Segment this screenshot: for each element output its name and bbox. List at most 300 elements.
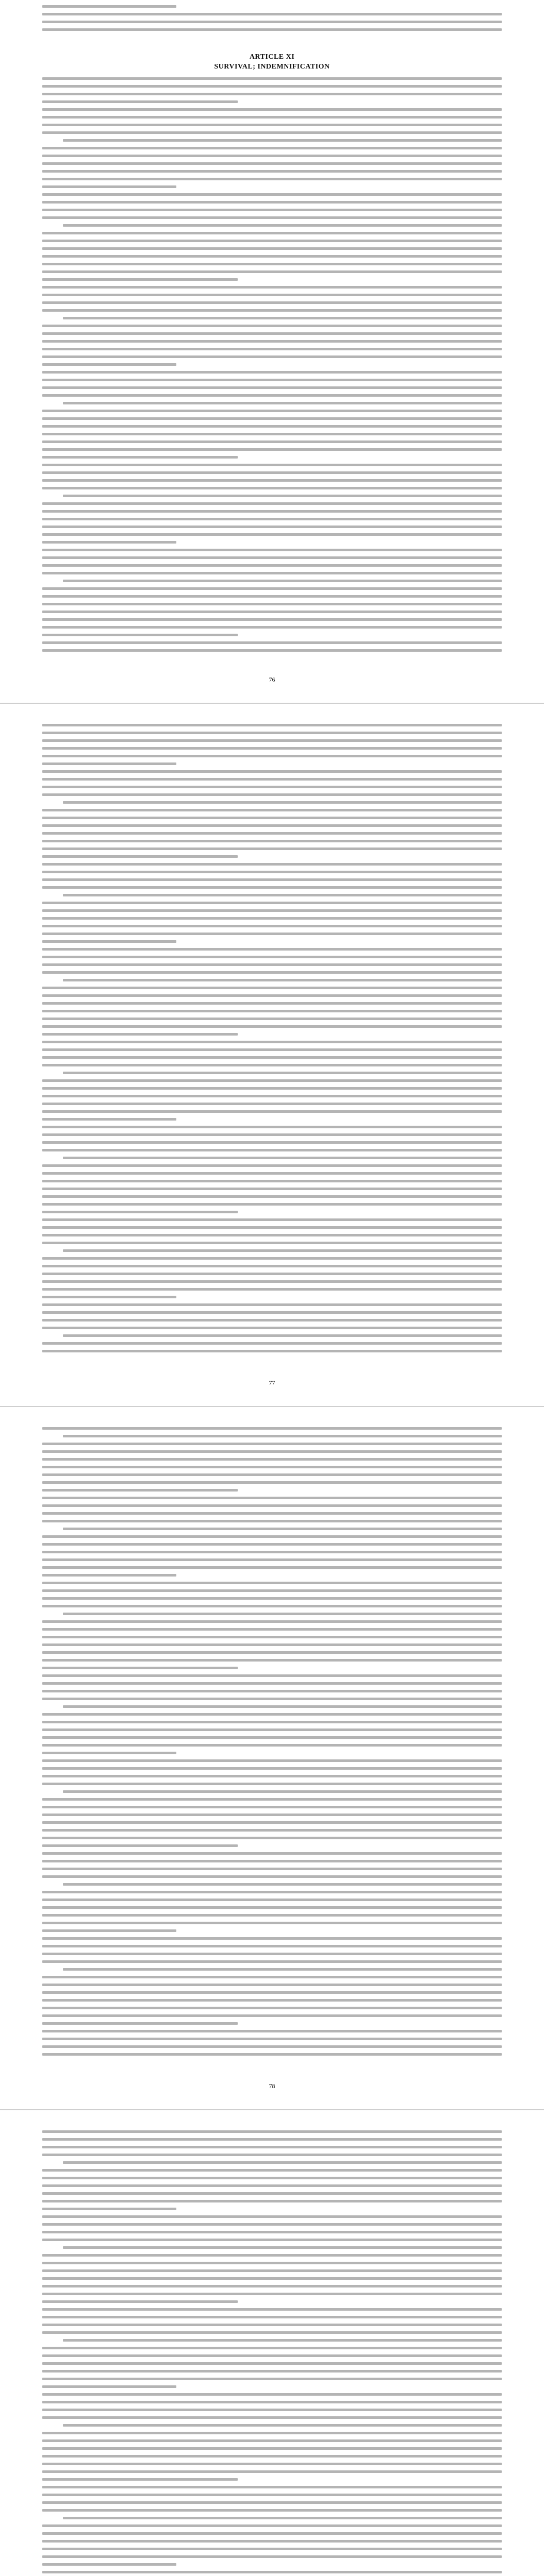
text-line <box>42 2007 502 2009</box>
text-line <box>42 1203 502 1206</box>
text-line <box>42 626 502 629</box>
page-number: 77 <box>269 1379 275 1386</box>
text-line <box>42 2208 176 2210</box>
text-line <box>42 1605 502 1607</box>
text-line <box>42 2540 502 2543</box>
text-line <box>42 240 502 242</box>
text-line <box>42 185 176 188</box>
text-line <box>42 155 502 157</box>
text-line <box>42 2470 502 2473</box>
text-line <box>42 93 502 95</box>
text-line <box>42 1489 238 1492</box>
text-line <box>42 793 502 796</box>
text-line <box>42 1025 502 1028</box>
text-line <box>42 77 502 80</box>
text-line <box>42 2200 502 2202</box>
page-77-text <box>42 724 502 1358</box>
text-line <box>42 2053 502 2056</box>
text-line <box>42 2463 502 2465</box>
text-line <box>42 348 502 350</box>
text-line <box>42 1628 502 1631</box>
text-line <box>42 1636 502 1638</box>
text-line <box>42 871 502 873</box>
text-line <box>42 1844 238 1847</box>
text-line <box>42 2439 502 2442</box>
text-line <box>42 1929 176 1932</box>
text-line <box>63 1072 502 1074</box>
text-line <box>42 1976 502 1978</box>
text-line <box>42 1767 502 1770</box>
text-line <box>42 471 502 474</box>
text-line <box>42 1056 502 1059</box>
text-line <box>42 2478 238 2481</box>
text-line <box>42 1875 502 1878</box>
text-line <box>63 894 502 896</box>
text-line <box>42 193 502 196</box>
text-line <box>42 456 238 459</box>
text-line <box>42 2331 502 2334</box>
text-line <box>42 1558 502 1561</box>
text-line <box>42 2308 502 2311</box>
text-line <box>42 1288 502 1291</box>
text-line <box>42 755 502 757</box>
text-line <box>42 809 502 811</box>
text-line <box>42 1481 502 1484</box>
text-line <box>42 2563 176 2566</box>
text-line <box>42 840 502 842</box>
text-line <box>42 100 238 103</box>
text-line <box>42 201 502 204</box>
text-line <box>42 178 502 180</box>
text-line <box>63 402 502 404</box>
text-line <box>42 5 176 8</box>
text-line <box>42 1922 502 1924</box>
text-line <box>63 1705 502 1708</box>
text-line <box>42 1937 502 1940</box>
text-line <box>42 1110 502 1113</box>
text-line <box>42 1721 502 1723</box>
text-line <box>63 2517 502 2519</box>
text-line <box>63 2161 502 2164</box>
text-line <box>42 1690 502 1692</box>
text-line <box>42 1033 238 1036</box>
text-line <box>42 1728 502 1731</box>
text-line <box>42 817 502 819</box>
text-line <box>42 1806 502 1808</box>
text-line <box>42 1520 502 1522</box>
text-line <box>42 2347 502 2349</box>
text-line <box>42 294 502 296</box>
text-line <box>42 124 502 126</box>
text-line <box>42 1798 502 1801</box>
text-line <box>42 2324 502 2326</box>
text-line <box>42 340 502 343</box>
text-line <box>42 1048 502 1051</box>
text-line <box>42 1512 502 1515</box>
text-line <box>42 770 502 773</box>
text-line <box>42 917 502 920</box>
text-line <box>42 2045 502 2048</box>
text-line <box>42 2293 502 2295</box>
text-line <box>42 131 502 134</box>
text-line <box>42 1303 502 1306</box>
text-line <box>42 2370 502 2372</box>
page-78-text <box>42 1427 502 2061</box>
text-line <box>42 1350 502 1352</box>
text-line <box>42 2300 238 2303</box>
text-line <box>42 209 502 211</box>
text-line <box>42 2486 502 2488</box>
text-line <box>63 1968 502 1971</box>
text-line <box>42 855 238 858</box>
text-line <box>42 379 502 381</box>
text-line <box>42 2494 502 2496</box>
text-line <box>42 2378 502 2380</box>
text-line <box>42 263 502 265</box>
text-line <box>42 1643 502 1646</box>
text-line <box>42 1273 502 1275</box>
text-line <box>42 301 502 304</box>
text-line <box>42 2447 502 2450</box>
text-line <box>42 2138 502 2141</box>
text-line <box>42 1327 502 1329</box>
text-line <box>63 1157 502 1159</box>
text-line <box>63 224 502 227</box>
text-line <box>42 2215 502 2218</box>
text-line <box>42 270 502 273</box>
text-line <box>42 2393 502 2396</box>
text-line <box>42 278 238 281</box>
text-line <box>42 1899 502 1901</box>
text-line <box>42 2177 502 2179</box>
text-line <box>63 1249 502 1252</box>
text-line <box>42 1466 502 1468</box>
text-line <box>42 216 502 219</box>
text-line <box>42 2192 502 2195</box>
text-line <box>42 2130 502 2133</box>
text-line <box>42 1095 502 1097</box>
text-line <box>63 139 502 142</box>
text-line <box>42 2555 502 2558</box>
text-line <box>42 2038 502 2040</box>
text-line <box>42 1234 502 1236</box>
text-line <box>42 1126 502 1128</box>
text-line <box>42 1597 502 1600</box>
text-line <box>42 2146 502 2148</box>
text-line <box>42 1002 502 1005</box>
text-line <box>42 1991 502 1994</box>
text-line <box>42 925 502 927</box>
text-line <box>42 2571 502 2573</box>
text-line <box>42 2184 502 2187</box>
text-line <box>42 2455 502 2458</box>
text-line <box>42 971 502 974</box>
text-line <box>42 1891 502 1893</box>
text-line <box>42 170 502 173</box>
text-line <box>42 556 502 559</box>
text-line <box>42 1535 502 1538</box>
text-line <box>42 878 502 881</box>
text-line <box>42 286 502 289</box>
text-line <box>42 355 502 358</box>
text-line <box>63 317 502 319</box>
text-line <box>42 502 502 505</box>
text-line <box>42 595 502 598</box>
text-line <box>42 724 502 726</box>
text-line <box>42 1984 502 1986</box>
text-line <box>42 824 502 827</box>
text-line <box>42 1674 502 1677</box>
text-line <box>42 162 502 165</box>
text-line <box>42 85 502 88</box>
text-line <box>42 1659 502 1662</box>
text-line <box>42 1667 238 1669</box>
text-line <box>42 2385 176 2388</box>
text-line <box>42 2022 238 2025</box>
text-line <box>42 1551 502 1553</box>
text-line <box>42 1141 502 1144</box>
text-line <box>42 13 502 15</box>
text-line <box>42 739 502 742</box>
text-line <box>42 2409 502 2411</box>
text-line <box>42 371 502 374</box>
text-line <box>42 1860 502 1862</box>
article-subheading: SURVIVAL; INDEMNIFICATION <box>214 63 330 71</box>
text-line <box>42 448 502 451</box>
text-line <box>42 732 502 734</box>
text-line <box>42 1149 502 1151</box>
text-line <box>63 1334 502 1337</box>
text-line <box>42 1211 238 1213</box>
text-line <box>42 1018 502 1020</box>
text-line <box>42 232 502 234</box>
text-line <box>42 1759 502 1762</box>
text-line <box>42 108 502 111</box>
text-line <box>42 1319 502 1321</box>
text-line <box>42 1960 502 1963</box>
text-line <box>42 1242 502 1244</box>
text-line <box>63 1883 502 1886</box>
text-line <box>42 363 176 366</box>
text-line <box>42 611 502 613</box>
text-line <box>42 2509 502 2512</box>
text-line <box>42 863 502 866</box>
text-line <box>63 1528 502 1530</box>
text-line <box>42 886 502 889</box>
text-line <box>42 1698 502 1700</box>
text-line <box>42 1443 502 1445</box>
text-line <box>42 325 502 327</box>
text-line <box>42 1574 176 1577</box>
text-line <box>42 1713 502 1716</box>
text-line <box>42 116 502 118</box>
text-line <box>42 425 502 428</box>
text-line <box>63 801 502 804</box>
page-76-text <box>42 77 502 659</box>
page-break <box>0 703 544 704</box>
text-line <box>42 987 502 989</box>
text-line <box>42 641 502 644</box>
text-line <box>42 832 502 835</box>
text-line <box>42 1218 502 1221</box>
text-line <box>42 618 502 621</box>
text-line <box>42 1164 502 1167</box>
text-line <box>42 1589 502 1592</box>
text-line <box>42 1852 502 1855</box>
text-line <box>42 1064 502 1066</box>
text-line <box>42 1945 502 1947</box>
text-line <box>42 1133 502 1136</box>
text-line <box>42 533 502 536</box>
text-line <box>42 1450 502 1453</box>
text-line <box>42 1079 502 1082</box>
text-line <box>42 2354 502 2357</box>
text-line <box>42 1497 502 1499</box>
text-line <box>42 2362 502 2365</box>
text-line <box>42 2169 502 2172</box>
text-line <box>42 526 502 528</box>
text-line <box>42 956 502 958</box>
text-line <box>42 634 238 636</box>
page-number: 76 <box>269 676 275 683</box>
text-line <box>63 1790 502 1793</box>
text-line <box>42 2254 502 2257</box>
text-line <box>42 332 502 335</box>
text-line <box>42 1311 502 1314</box>
text-line <box>42 1265 502 1267</box>
text-line <box>42 1172 502 1175</box>
text-line <box>42 902 502 904</box>
text-line <box>42 786 502 788</box>
text-line <box>42 464 502 466</box>
text-line <box>42 440 502 443</box>
text-line <box>42 940 176 943</box>
page-number: 78 <box>269 2082 275 2090</box>
text-line <box>42 1914 502 1917</box>
text-line <box>42 1775 502 1777</box>
text-line <box>63 1613 502 1615</box>
text-line <box>42 1829 502 1832</box>
text-line <box>42 1543 502 1546</box>
text-line <box>42 909 502 912</box>
text-line <box>42 649 502 652</box>
text-line <box>42 762 176 765</box>
page-79-text <box>42 2130 502 2576</box>
text-line <box>42 1744 502 1747</box>
text-line <box>42 247 502 250</box>
text-line <box>42 2154 502 2156</box>
text-line <box>42 1504 502 1507</box>
text-line <box>42 1458 502 1461</box>
text-line <box>42 2030 502 2032</box>
text-line <box>42 1999 502 2002</box>
text-line <box>42 848 502 850</box>
text-line <box>42 394 502 397</box>
text-line <box>42 1195 502 1198</box>
text-line <box>42 1427 502 1430</box>
text-line <box>42 1736 502 1739</box>
text-line <box>42 1837 502 1839</box>
text-line <box>42 433 502 435</box>
text-line <box>42 1582 502 1584</box>
text-line <box>63 2246 502 2249</box>
text-line <box>42 2231 502 2233</box>
text-line <box>42 948 502 951</box>
page-76-text <box>42 5 502 41</box>
text-line <box>42 541 176 544</box>
text-line <box>63 979 502 981</box>
text-line <box>42 1118 176 1121</box>
text-line <box>42 1041 502 1043</box>
text-line <box>63 2339 502 2342</box>
text-line <box>42 2262 502 2264</box>
page-break <box>0 2109 544 2110</box>
text-line <box>42 309 502 312</box>
article-heading: ARTICLE XI <box>249 53 295 61</box>
text-line <box>42 2524 502 2527</box>
text-line <box>42 410 502 412</box>
text-line <box>63 1435 502 1437</box>
text-line <box>42 1783 502 1785</box>
text-line <box>63 495 502 497</box>
text-line <box>42 963 502 966</box>
text-line <box>42 2316 502 2318</box>
text-line <box>42 1651 502 1654</box>
text-line <box>42 1180 502 1182</box>
text-line <box>42 2432 502 2434</box>
text-line <box>42 1821 502 1824</box>
text-line <box>42 778 502 781</box>
text-line <box>42 1814 502 1816</box>
text-line <box>42 1752 176 1754</box>
text-line <box>42 1188 502 1190</box>
text-line <box>42 1010 502 1012</box>
text-line <box>42 1473 502 1476</box>
text-line <box>42 2401 502 2403</box>
page-break <box>0 1406 544 1407</box>
text-line <box>42 2501 502 2504</box>
text-line <box>42 1682 502 1685</box>
text-line <box>42 487 502 489</box>
text-line <box>63 2424 502 2427</box>
text-line <box>42 603 502 605</box>
text-line <box>42 1257 502 1260</box>
text-line <box>42 747 502 750</box>
text-line <box>42 1226 502 1229</box>
text-line <box>42 479 502 482</box>
text-line <box>42 933 502 935</box>
text-line <box>42 28 502 31</box>
text-line <box>42 1280 502 1283</box>
text-line <box>42 21 502 23</box>
text-line <box>42 994 502 997</box>
text-line <box>42 1087 502 1090</box>
text-line <box>42 510 502 513</box>
text-line <box>42 1620 502 1623</box>
text-line <box>42 2548 502 2550</box>
text-line <box>42 2014 502 2017</box>
text-line <box>42 1906 502 1909</box>
text-line <box>42 1566 502 1569</box>
text-line <box>42 549 502 551</box>
text-line <box>63 580 502 582</box>
text-line <box>42 2223 502 2226</box>
text-line <box>42 2285 502 2287</box>
text-line <box>42 587 502 590</box>
text-line <box>42 564 502 567</box>
text-line <box>42 386 502 389</box>
text-line <box>42 2269 502 2272</box>
